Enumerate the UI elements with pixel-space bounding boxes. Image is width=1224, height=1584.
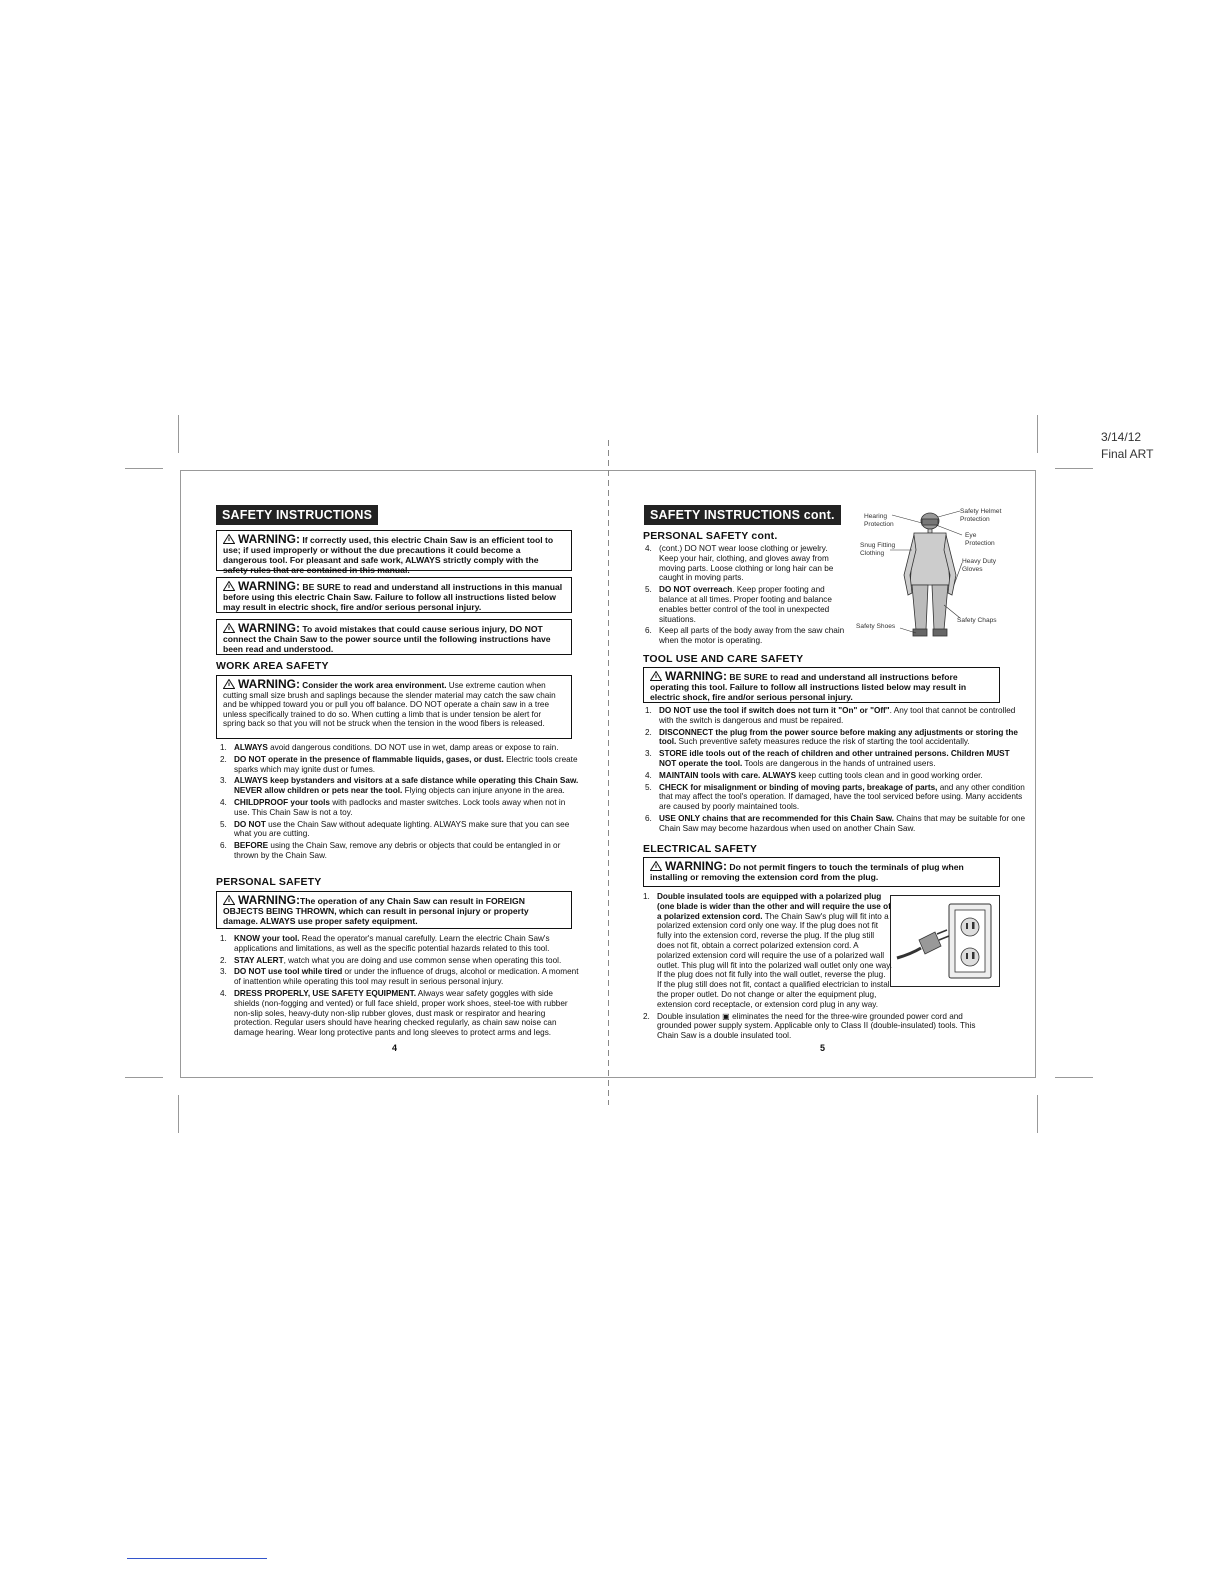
figure-label-gloves: Heavy Duty Gloves: [962, 558, 997, 573]
page-number: 5: [820, 1043, 826, 1053]
personal-safety-title: PERSONAL SAFETY: [216, 876, 322, 888]
list-item: 4. CHILDPROOF your tools with padlocks and master switches. Lock tools away when not in use. This Chain Saw is not a toy.: [220, 797, 566, 817]
list-item: 6. BEFORE using the Chain Saw, remove any debris or objects that could be entangled in or thrown by the Chain Saw.: [220, 841, 561, 860]
crop-mark: [1055, 468, 1093, 469]
tool-warning-box: WARNING: BE SURE to read and understand all instructions before operating this tool. Failure to follow all instructions listed below may result in electric shock, fire and/or serious personal injury.: [643, 667, 1000, 703]
figure-label-chaps: Safety Chaps: [957, 617, 997, 624]
list-item: 2. DO NOT operate in the presence of flammable liquids, gases, or dust. Electric tools create sparks which may ignite dust or fumes.: [220, 754, 578, 774]
plug-outlet-icon: [891, 896, 999, 986]
personal-cont-list: [645, 544, 845, 648]
electrical-warning-box: WARNING: Do not permit fingers to touch the terminals of plug when installing or removing the extension cord from the plug.: [643, 857, 1000, 887]
safety-equipment-figure: [850, 505, 1010, 650]
page-header: SAFETY INSTRUCTIONS: [216, 505, 378, 525]
tool-use-title: TOOL USE AND CARE SAFETY: [643, 653, 804, 665]
list-item: 3. DO NOT use tool while tired or under the influence of drugs, alcohol or medication. A moment of inattention while operating this tool may result in serious personal injury.: [220, 967, 579, 987]
crop-mark: [178, 1095, 179, 1133]
list-item: 3. ALWAYS keep bystanders and visitors at a safe distance while operating this Chain Saw. NEVER allow children or pets near the tool. Flying objects can injure anyone in the area.: [220, 776, 579, 796]
crop-mark: [125, 1077, 163, 1078]
electrical-safety-title: ELECTRICAL SAFETY: [643, 843, 758, 855]
warning-triangle-icon: [650, 861, 662, 871]
figure-label-snug: Snug Fitting Clothing: [860, 542, 896, 557]
list-item: 6. USE ONLY chains that are recommended for this Chain Saw. Chains that may be suitable for one Chain Saw may become hazardous when used on another Chain Saw.: [645, 813, 1025, 833]
list-item: 4. (cont.) DO NOT wear loose clothing or jewelry. Keep your hair, clothing, and gloves away from moving parts. Loose clothing or long hair can be caught in moving parts.: [645, 544, 834, 583]
frame-right: [1035, 470, 1036, 1077]
figure-label-hearing: Hearing Protection: [864, 513, 894, 528]
list-item: 3. STORE idle tools out of the reach of children and other untrained persons. Children MUST NOT operate the tool. Tools are dangerous in the hands of untrained users.: [645, 749, 1010, 768]
personal-cont-title: PERSONAL SAFETY cont.: [643, 530, 778, 542]
page-header: SAFETY INSTRUCTIONS cont.: [644, 505, 841, 525]
warning-triangle-icon: [223, 679, 235, 689]
list-item: 1. ALWAYS avoid dangerous conditions. DO NOT use in wet, damp areas or expose to rain.: [220, 743, 559, 752]
list-item: 1. Double insulated tools are equipped with a polarized plug (one blade is wider than the other and will require the use of a polarized extension cord. The Chain Saw's plug will fit into a polarized extension cord only one way. If the plug does not fit fully into the extension cord, reverse the plug. If the plug still does not fit, obtain a correct polarized extension cord. A polarized extension cord will require the use of a polarized wall outlet. This plug will fit into the polarized wall outlet only one way. If the plug does not fit fully into the wall outlet, reverse the plug. If the plug still does not fit, contact a qualified electrician to install the proper outlet. Do not change or alter the equipment plug, extension cord receptacle, or extension cord plug in any way.: [643, 892, 892, 1009]
personal-safety-list: [220, 934, 580, 1040]
warning-triangle-icon: [223, 534, 235, 544]
warning-triangle-icon: [223, 623, 235, 633]
bottom-link-rule: [127, 1558, 267, 1559]
list-item: 1. KNOW your tool. Read the operator's manual carefully. Learn the electric Chain Saw's applications and limitations, as well as the specific potential hazards related to this tool.: [220, 934, 550, 953]
crop-mark: [1055, 1077, 1093, 1078]
list-item: 4. MAINTAIN tools with care. ALWAYS keep cutting tools clean and in good working order.: [645, 770, 983, 780]
list-item: 2. Double insulation ▣ eliminates the need for the three-wire grounded power cord and grounded power supply system. Applicable only to Class II (double-insulated) tools. This Chain Saw is a double insulated tool.: [643, 1011, 976, 1041]
warning-box: WARNING: If correctly used, this electric Chain Saw is an efficient tool to use; if used improperly or without the due precautions it could become a dangerous tool. For pleasant and safe work, ALWAYS strictly comply with the safety rules that are contained in this manual.: [216, 530, 572, 571]
crop-mark: [125, 468, 163, 469]
date-mark: 3/14/12: [1101, 430, 1142, 444]
warning-triangle-icon: [223, 581, 235, 591]
tool-use-list: [645, 706, 1025, 836]
list-item: 2. DISCONNECT the plug from the power source before making any adjustments or storing the tool. Such preventive safety measures reduce the risk of starting the tool accidentally.: [645, 727, 1018, 747]
work-area-list: [220, 743, 580, 863]
page-number: 4: [392, 1043, 398, 1053]
work-area-warning-box: WARNING: Consider the work area environment. Use extreme caution when cutting small size brush and saplings because the slender material may catch the saw chain and be whipped toward you or pull you off balance. DO NOT operate a chain saw in a tree unless specifically trained to do so. When cutting a limb that is under tension be alert for spring back so that you will not be struck when the tension in the wood fibers is released.: [216, 675, 572, 739]
polarized-outlet-figure: [890, 895, 1000, 987]
crop-mark: [1037, 1095, 1038, 1133]
list-item: 2. STAY ALERT, watch what you are doing and use common sense when operating this tool.: [220, 955, 562, 965]
warning-triangle-icon: [223, 895, 235, 905]
figure-label-eye: Eye Protection: [965, 532, 995, 547]
crop-mark: [178, 415, 179, 453]
work-area-title: WORK AREA SAFETY: [216, 660, 329, 672]
warning-box: WARNING: BE SURE to read and understand all instructions in this manual before using this electric Chain Saw. Failure to follow all instructions listed below may result in electric shock, fire and/or serious personal injury.: [216, 577, 572, 613]
list-item: 5. CHECK for misalignment or binding of moving parts, breakage of parts, and any other condition that may affect the tool's operation. If damaged, have the tool serviced before using. Many accidents are caused by poorly maintained tools.: [645, 782, 1025, 812]
warning-box: WARNING: To avoid mistakes that could cause serious injury, DO NOT connect the Chain Saw to the power source until the following instructions have been read and understood.: [216, 619, 572, 655]
figure-label-shoes: Safety Shoes: [856, 623, 896, 630]
crop-mark: [1037, 415, 1038, 453]
status-mark: Final ART: [1101, 447, 1154, 461]
frame-left: [180, 470, 181, 1077]
fold-line: [608, 440, 609, 1105]
figure-label-helmet: Safety Helmet Protection: [960, 508, 1002, 523]
warning-triangle-icon: [650, 671, 662, 681]
list-item: 5. DO NOT use the Chain Saw without adequate lighting. ALWAYS make sure that you can see what you are cutting.: [220, 819, 570, 839]
list-item: 6. Keep all parts of the body away from the saw chain when the motor is operating.: [645, 626, 845, 646]
list-item: 4. DRESS PROPERLY, USE SAFETY EQUIPMENT. Always wear safety goggles with side shields (non-fogging and vented) or full face shield, proper work shoes, steel-toe with rubber non-slip soles, heavy-duty non-slip rubber gloves, dust mask or respirator and hearing protection. Regular users should have hearing checked regularly, as chain saw noise can damage hearing. Wear long protective pants and long sleeves to protect arms and legs.: [220, 988, 568, 1038]
list-item: 5. DO NOT overreach. Keep proper footing and balance at all times. Proper footing and balance enables better control of the tool in unexpected situations.: [645, 585, 832, 624]
list-item: 1. DO NOT use the tool if switch does not turn it "On" or "Off". Any tool that cannot be controlled with the switch is dangerous and must be repaired.: [645, 706, 1016, 725]
personal-warning-box: WARNING:The operation of any Chain Saw can result in FOREIGN OBJECTS BEING THROWN, which can result in personal injury or property damage. ALWAYS use proper safety equipment.: [216, 891, 572, 929]
